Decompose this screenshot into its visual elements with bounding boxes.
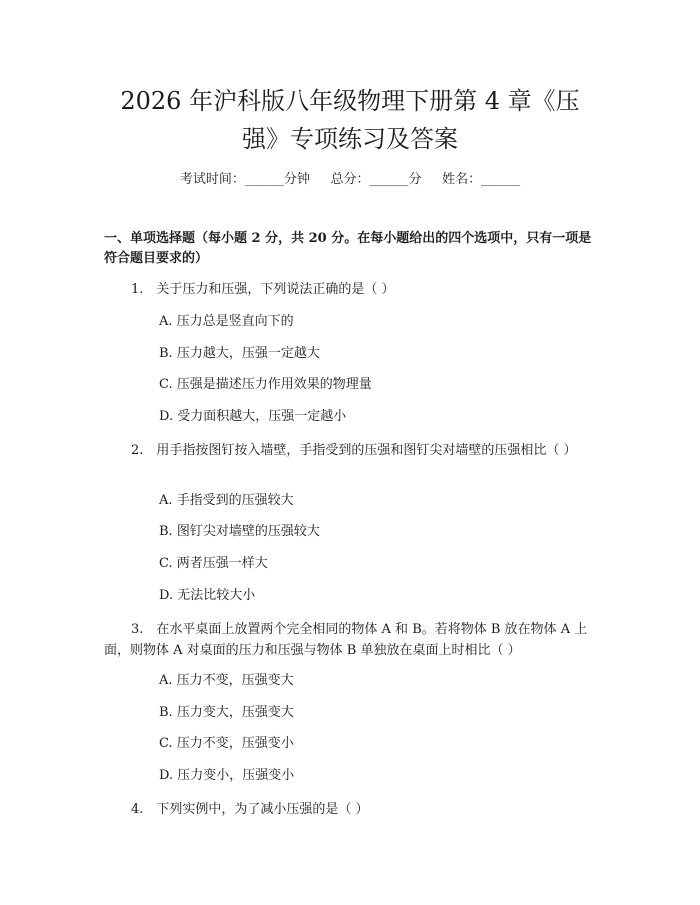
question-1-option-a: A. 压力总是竖直向下的 <box>159 314 294 329</box>
question-3-option-b: B. 压力变大，压强变大 <box>159 705 294 720</box>
question-1: 1. 关于压力和压强，下列说法正确的是（ ） <box>131 282 395 297</box>
question-3-option-a: A. 压力不变，压强变大 <box>159 673 294 688</box>
question-1-option-c: C. 压强是描述压力作用效果的物理量 <box>159 377 372 392</box>
document-title-line1: 2026 年沪科版八年级物理下册第 4 章《压 <box>120 87 580 115</box>
question-2: 2. 用手指按图钉按入墙壁，手指受到的压强和图钉尖对墙壁的压强相比（ ） <box>131 443 577 458</box>
question-4: 4. 下列实例中，为了减小压强的是（ ） <box>131 802 369 817</box>
question-2-option-c: C. 两者压强一样大 <box>159 556 268 571</box>
question-1-option-d: D. 受力面积越大，压强一定越小 <box>159 409 347 424</box>
question-3: 3. 在水平桌面上放置两个完全相同的物体 A 和 B。若将物体 B 放在物体 A 上面，则物体 A 对桌面的压力和压强与物体 B 单独放在桌面上时相比（ ） <box>104 622 588 658</box>
question-3-option-d: D. 压力变小，压强变小 <box>159 768 295 783</box>
question-1-option-b: B. 压力越大，压强一定越大 <box>159 346 320 361</box>
document-title-line2: 强》专项练习及答案 <box>242 125 458 153</box>
section-heading: 一、单项选择题（每小题 2 分，共 20 分。在每小题给出的四个选项中，只有一项是符合题目要求的） <box>104 231 592 266</box>
question-3-option-c: C. 压力不变，压强变小 <box>159 736 294 751</box>
exam-meta-line: 考试时间：______分钟 总分：______分 姓名：______ <box>179 172 521 187</box>
question-2-option-b: B. 图钉尖对墙壁的压强较大 <box>159 524 320 539</box>
question-2-option-d: D. 无法比较大小 <box>159 588 256 603</box>
question-2-option-a: A. 手指受到的压强较大 <box>159 493 294 508</box>
